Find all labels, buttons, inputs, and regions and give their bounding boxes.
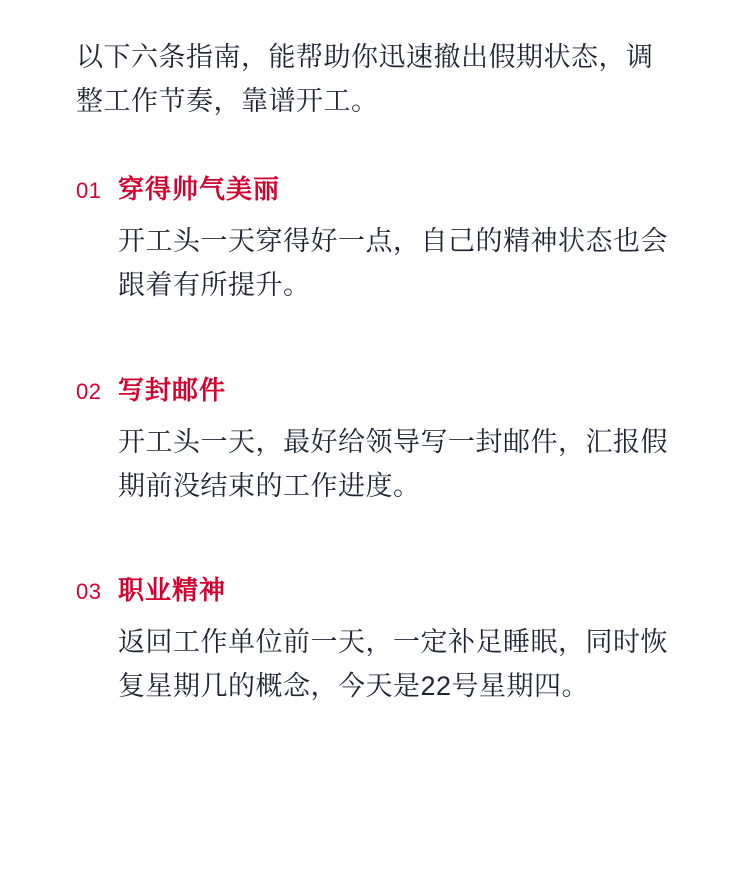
article-section [76,570,680,708]
section-body: 开工头一天，最好给领导写一封邮件，汇报假期前没结束的工作进度。 [118,426,668,501]
section-title: 写封邮件 [118,374,227,405]
section-header [76,169,680,206]
section-title: 职业精神 [118,575,227,606]
section-header [76,370,680,407]
section-number: 03 [76,579,102,605]
article-section [76,370,680,508]
article-intro: 以下六条指南，能帮助你迅速撤出假期状态，调整工作节奏，靠谱开工。 [76,42,654,116]
section-header [76,570,680,607]
section-body: 返回工作单位前一天，一定补足睡眠，同时恢复星期几的概念，今天是22号星期四。 [118,627,668,702]
article-section [76,169,680,307]
section-number: 01 [76,178,102,204]
section-number: 02 [76,378,102,404]
section-title: 穿得帅气美丽 [118,174,281,205]
section-body: 开工头一天穿得好一点，自己的精神状态也会跟着有所提升。 [118,226,668,301]
